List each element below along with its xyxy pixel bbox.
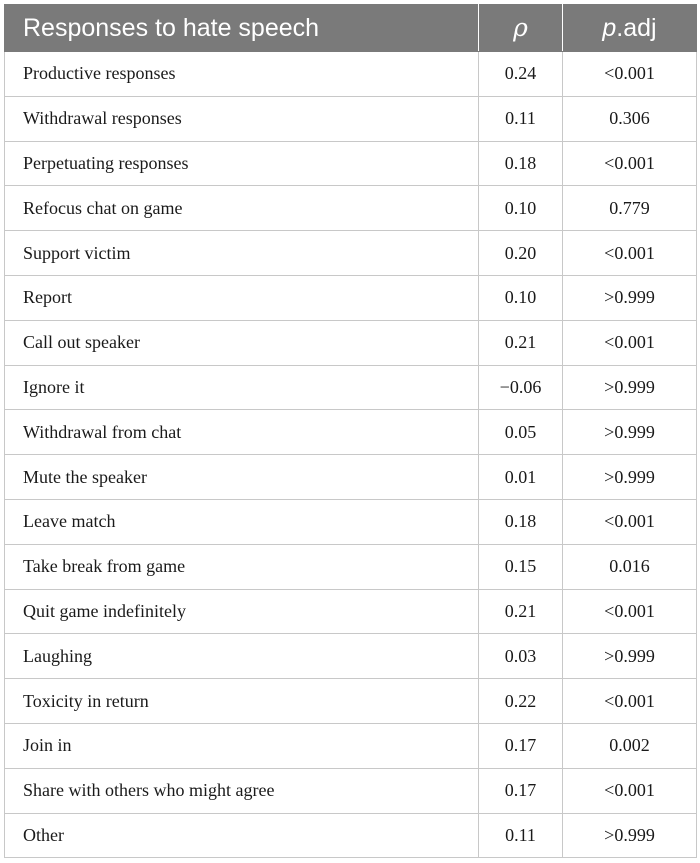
- row-label: Share with others who might agree: [5, 768, 479, 813]
- row-rho: 0.17: [479, 768, 563, 813]
- row-rho: 0.01: [479, 455, 563, 500]
- table-row: [5, 186, 697, 231]
- row-p-adj: 0.016: [563, 544, 697, 589]
- row-p-adj: <0.001: [563, 499, 697, 544]
- row-p-adj: 0.306: [563, 96, 697, 141]
- row-p-adj: <0.001: [563, 141, 697, 186]
- table-body: [5, 52, 697, 858]
- row-label: Support victim: [5, 231, 479, 276]
- header-rho: [479, 5, 563, 52]
- table-header: [5, 5, 697, 52]
- table-row: [5, 141, 697, 186]
- row-p-adj: 0.002: [563, 723, 697, 768]
- row-label: Productive responses: [5, 52, 479, 97]
- row-rho: 0.22: [479, 679, 563, 724]
- row-rho: 0.20: [479, 231, 563, 276]
- table-row: [5, 96, 697, 141]
- row-rho: 0.11: [479, 813, 563, 858]
- table-row: [5, 320, 697, 365]
- table-row: [5, 813, 697, 858]
- row-label: Take break from game: [5, 544, 479, 589]
- row-p-adj: <0.001: [563, 320, 697, 365]
- row-p-adj: <0.001: [563, 231, 697, 276]
- row-label: Quit game indefinitely: [5, 589, 479, 634]
- row-label: Report: [5, 275, 479, 320]
- results-table: [4, 4, 697, 858]
- table-row: [5, 544, 697, 589]
- row-rho: 0.24: [479, 52, 563, 97]
- row-rho: −0.06: [479, 365, 563, 410]
- row-p-adj: >0.999: [563, 275, 697, 320]
- table-row: [5, 634, 697, 679]
- row-rho: 0.18: [479, 499, 563, 544]
- row-rho: 0.15: [479, 544, 563, 589]
- row-p-adj: 0.779: [563, 186, 697, 231]
- table-row: [5, 768, 697, 813]
- row-label: Withdrawal from chat: [5, 410, 479, 455]
- row-label: Call out speaker: [5, 320, 479, 365]
- row-p-adj: <0.001: [563, 679, 697, 724]
- table-row: [5, 52, 697, 97]
- row-label: Refocus chat on game: [5, 186, 479, 231]
- row-label: Other: [5, 813, 479, 858]
- header-responses: Responses to hate speech: [5, 5, 479, 52]
- row-rho: 0.03: [479, 634, 563, 679]
- row-label: Perpetuating responses: [5, 141, 479, 186]
- row-p-adj: >0.999: [563, 365, 697, 410]
- row-rho: 0.10: [479, 275, 563, 320]
- row-rho: 0.11: [479, 96, 563, 141]
- table-row: [5, 679, 697, 724]
- row-rho: 0.21: [479, 320, 563, 365]
- row-label: Withdrawal responses: [5, 96, 479, 141]
- table-row: [5, 589, 697, 634]
- row-label: Ignore it: [5, 365, 479, 410]
- row-rho: 0.18: [479, 141, 563, 186]
- row-p-adj: >0.999: [563, 455, 697, 500]
- row-label: Laughing: [5, 634, 479, 679]
- row-p-adj: >0.999: [563, 813, 697, 858]
- row-rho: 0.05: [479, 410, 563, 455]
- row-label: Toxicity in return: [5, 679, 479, 724]
- table-row: [5, 455, 697, 500]
- table-row: [5, 275, 697, 320]
- p-symbol: p: [602, 13, 617, 42]
- header-row: [5, 5, 697, 52]
- row-p-adj: <0.001: [563, 768, 697, 813]
- row-rho: 0.17: [479, 723, 563, 768]
- row-p-adj: <0.001: [563, 52, 697, 97]
- table-row: [5, 410, 697, 455]
- p-adj-suffix: .adj: [616, 13, 657, 42]
- row-label: Mute the speaker: [5, 455, 479, 500]
- row-rho: 0.10: [479, 186, 563, 231]
- row-rho: 0.21: [479, 589, 563, 634]
- row-p-adj: <0.001: [563, 589, 697, 634]
- row-label: Leave match: [5, 499, 479, 544]
- rho-symbol: ρ: [513, 13, 528, 42]
- row-p-adj: >0.999: [563, 410, 697, 455]
- table-row: [5, 365, 697, 410]
- table-row: [5, 231, 697, 276]
- table-row: [5, 723, 697, 768]
- table-row: [5, 499, 697, 544]
- header-p-adj: [563, 5, 697, 52]
- row-label: Join in: [5, 723, 479, 768]
- row-p-adj: >0.999: [563, 634, 697, 679]
